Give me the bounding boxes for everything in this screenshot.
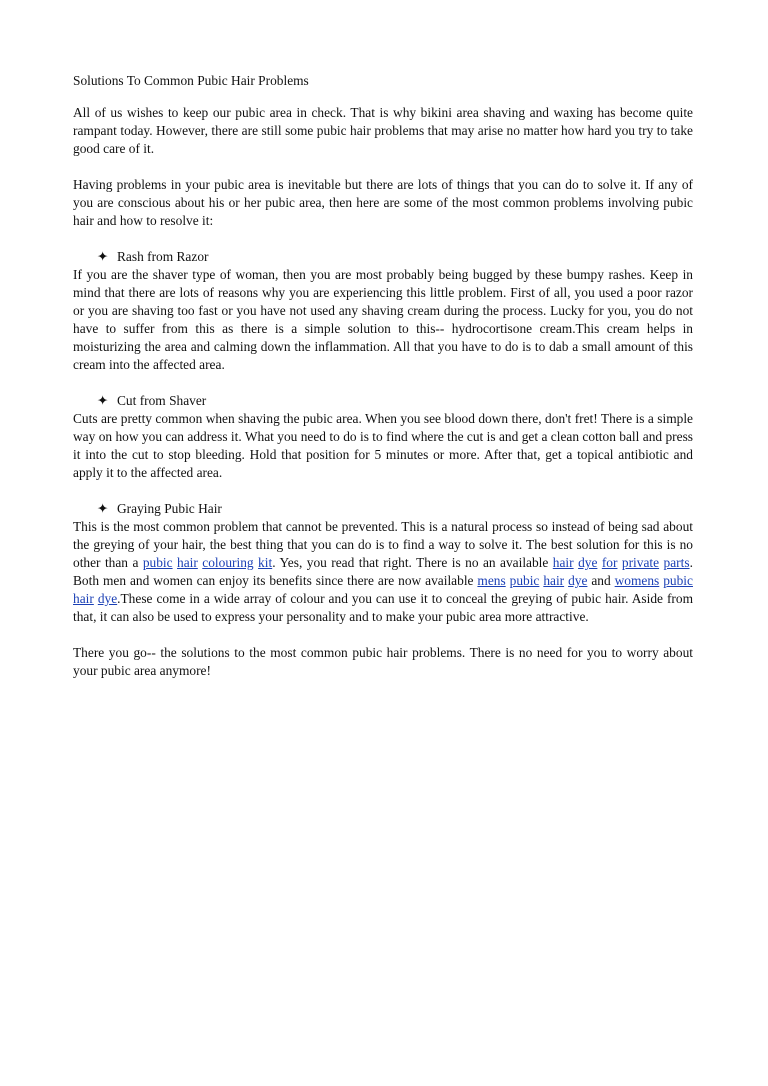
- link-pubic[interactable]: pubic: [663, 573, 693, 588]
- section-heading-text: Graying Pubic Hair: [117, 501, 222, 516]
- link-womens[interactable]: womens: [614, 573, 660, 588]
- link-private[interactable]: private: [621, 555, 660, 570]
- section-body: If you are the shaver type of woman, then you are most probably being bugged by these bumpy rashes. Keep in mind that there are lots of reasons why you are experiencing this little problem. First of all, you used a poor razor or you are shaving too fast or you have not used any shaving cream during the process. Lucky for you, you do not have to suffer from this as there is a simple solution to this-- hydrocortisone cream.This cream helps in moisturizing the area and calming down the inflammation. All that you have to do is to dab a small amount of this cream into the affected area.: [73, 267, 693, 372]
- link-pubic[interactable]: pubic: [142, 555, 173, 570]
- body-text-segment: This is the most common problem that cannot be prevented. This is a natural process so instead of being sad about the greying of your hair, the best thing that you can do is to find a way to solve it. The best solution for this is no other than a: [73, 519, 693, 570]
- link-hair[interactable]: hair: [552, 555, 574, 570]
- document-title: Solutions To Common Pubic Hair Problems: [73, 73, 309, 88]
- star-bullet-icon: ✦: [97, 501, 109, 516]
- body-text-segment: .These come in a wide array of colour and you can use it to conceal the greying of pubic hair. Aside from that, it can also be used to express your personality and to make your pubic area more attractive.: [73, 591, 693, 624]
- section-heading-text: Rash from Razor: [117, 249, 209, 264]
- link-hair[interactable]: hair: [177, 555, 198, 570]
- section-heading: [73, 500, 693, 518]
- section-cut-from-shaver: [73, 392, 693, 482]
- link-for[interactable]: for: [601, 555, 618, 570]
- body-text-segment: . Both men and women can enjoy its benefits since there are now available: [73, 555, 693, 588]
- section-heading: [73, 392, 693, 410]
- link-hair[interactable]: hair: [543, 573, 565, 588]
- link-kit[interactable]: kit: [258, 555, 273, 570]
- conclusion-paragraph: There you go-- the solutions to the most common pubic hair problems. There is no need for you to worry about your pubic area anymore!: [73, 645, 693, 678]
- body-text-segment: and: [587, 573, 615, 588]
- link-dye[interactable]: dye: [97, 591, 118, 606]
- section-heading-text: Cut from Shaver: [117, 393, 207, 408]
- intro-paragraph-2: Having problems in your pubic area is inevitable but there are lots of things that you can do to solve it. If any of you are conscious about his or her pubic area, then here are some of the most common problems involving pubic hair and how to resolve it:: [73, 177, 693, 228]
- link-dye[interactable]: dye: [578, 555, 598, 570]
- link-hair[interactable]: hair: [73, 591, 94, 606]
- section-graying-pubic-hair: [73, 500, 693, 626]
- section-body: [73, 518, 693, 626]
- star-bullet-icon: ✦: [97, 393, 109, 408]
- section-heading: [73, 248, 693, 266]
- section-rash-from-razor: [73, 248, 693, 374]
- section-body: Cuts are pretty common when shaving the pubic area. When you see blood down there, don't fret! There is a simple way on how you can address it. What you need to do is to find where the cut is and get a clean cotton ball and press it into the cut to stop bleeding. Hold that position for 5 minutes or more. After that, get a topical antibiotic and apply it to the affected area.: [73, 411, 693, 480]
- link-pubic[interactable]: pubic: [509, 573, 540, 588]
- document-page: [73, 72, 693, 698]
- link-colouring[interactable]: colouring: [202, 555, 254, 570]
- star-bullet-icon: ✦: [97, 249, 109, 264]
- intro-paragraph-1: All of us wishes to keep our pubic area in check. That is why bikini area shaving and waxing has become quite rampant today. However, there are still some pubic hair problems that may arise no matter how hard you try to take good care of it.: [73, 105, 693, 156]
- link-parts[interactable]: parts: [663, 555, 690, 570]
- link-mens[interactable]: mens: [477, 573, 506, 588]
- body-text-segment: . Yes, you read that right. There is no an available: [272, 555, 553, 570]
- link-dye[interactable]: dye: [568, 573, 588, 588]
